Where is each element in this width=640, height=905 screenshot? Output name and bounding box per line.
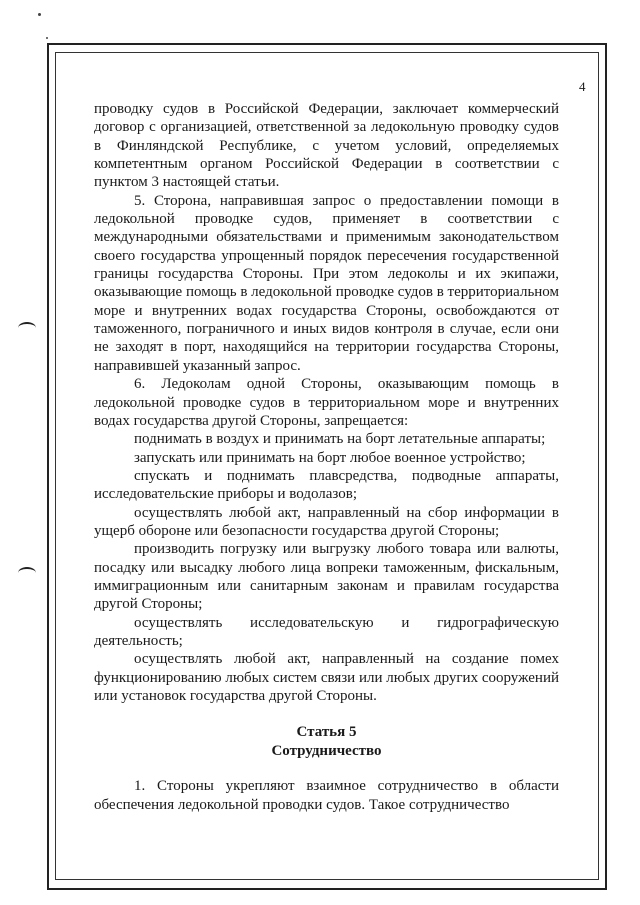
prohibition-item: осуществлять исследовательскую и гидрографическую деятельность; xyxy=(94,614,559,649)
scan-speck xyxy=(38,13,41,16)
article-5-paragraph-1: 1. Стороны укрепляют взаимное сотрудничество в области обеспечения ледокольной проводки судов. Такое сотрудничество xyxy=(94,778,559,813)
paragraph-item-6: 6. Ледоколам одной Стороны, оказывающим помощь в ледокольной проводке судов в территориальном море и внутренних водах государства другой Стороны, запрещается: xyxy=(94,376,559,429)
paragraph-item-5: 5. Сторона, направившая запрос о предоставлении помощи в ледокольной проводке судов, применяет в соответствии с международными обязательствами и применимым законодательством своего государства упрощенный порядок пересечения государственной границы государства Стороны. При этом ледоколы и их экипажи, оказывающие помощь в ледокольной проводке судов в территориальном море и внутренних водах государства Стороны, освобождаются от таможенного, пограничного и иных видов контроля в случае, если они не заходят в порт, находящийся на территории государства Стороны, направившей указанный запрос. xyxy=(94,192,560,374)
prohibition-item: поднимать в воздух и принимать на борт летательные аппараты; xyxy=(134,431,546,448)
prohibition-item: спускать и поднимать плавсредства, подводные аппараты, исследовательские приборы и водолазов; xyxy=(94,467,559,503)
binding-hole-mark xyxy=(18,567,36,579)
scan-speck xyxy=(46,37,48,39)
binding-hole-mark xyxy=(18,322,36,334)
article-number: Статья 5 xyxy=(296,724,357,741)
article-heading xyxy=(94,723,559,761)
paragraph-continuation: проводку судов в Российской Федерации, заключает коммерческий договор с организацией, ответственной за ледокольную проводку судов в Финляндской Республике, с учетом условий, определяемых компетентным органом Российской Федерации в соответствии с пунктом 3 настоящей статьи. xyxy=(94,101,559,191)
prohibition-item: осуществлять любой акт, направленный на сбор информации в ущерб обороне или безопасности государства другой Стороны; xyxy=(94,504,559,539)
page-number: 4 xyxy=(579,79,586,94)
prohibition-item: запускать или принимать на борт любое военное устройство; xyxy=(134,449,526,466)
prohibition-item: производить погрузку или выгрузку любого товара или валюты, посадку или высадку любого лица вопреки таможенным, фискальным, иммиграционным или санитарным законам и правилам государства другой Стороны; xyxy=(94,541,559,613)
article-title: Сотрудничество xyxy=(271,743,382,760)
prohibition-item: осуществлять любой акт, направленный на создание помех функционированию любых систем связи или любых других сооружений или установок государства другой Стороны. xyxy=(94,651,559,704)
document-body xyxy=(94,100,559,814)
